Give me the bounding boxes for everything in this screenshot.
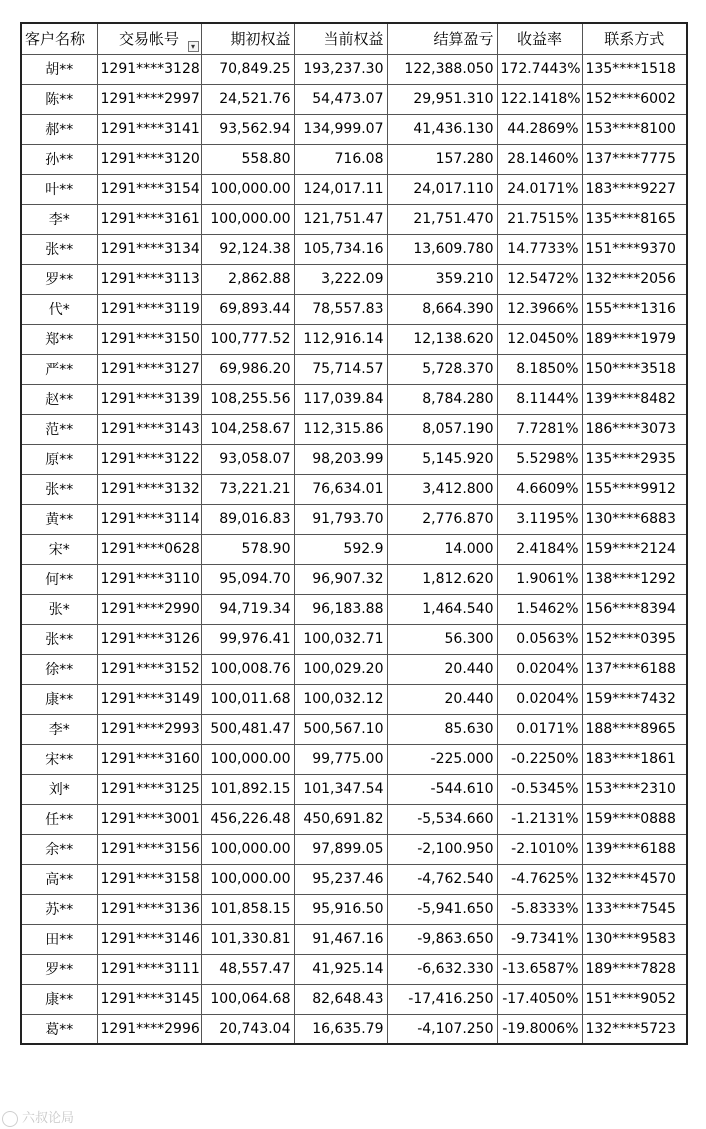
- header-opening-equity: 期初权益: [201, 23, 294, 54]
- cell-client-name: 高**: [21, 864, 97, 894]
- cell-return-rate: 172.7443%: [497, 54, 582, 84]
- cell-return-rate: 3.1195%: [497, 504, 582, 534]
- cell-account: 1291****3111: [97, 954, 201, 984]
- cell-account: 1291****3128: [97, 54, 201, 84]
- cell-client-name: 叶**: [21, 174, 97, 204]
- table-row: [21, 504, 687, 534]
- cell-settlement-pnl: 29,951.310: [387, 84, 497, 114]
- wechat-logo-icon: [2, 1111, 18, 1127]
- cell-contact: 159****2124: [582, 534, 687, 564]
- cell-return-rate: 44.2869%: [497, 114, 582, 144]
- cell-opening-equity: 101,892.15: [201, 774, 294, 804]
- cell-contact: 139****8482: [582, 384, 687, 414]
- cell-settlement-pnl: 13,609.780: [387, 234, 497, 264]
- cell-current-equity: 117,039.84: [294, 384, 387, 414]
- cell-settlement-pnl: -9,863.650: [387, 924, 497, 954]
- cell-client-name: 余**: [21, 834, 97, 864]
- cell-opening-equity: 101,330.81: [201, 924, 294, 954]
- table-row: [21, 864, 687, 894]
- cell-current-equity: 96,907.32: [294, 564, 387, 594]
- table-row: [21, 834, 687, 864]
- cell-opening-equity: 95,094.70: [201, 564, 294, 594]
- watermark: [2, 1107, 74, 1127]
- cell-opening-equity: 48,557.47: [201, 954, 294, 984]
- cell-return-rate: 24.0171%: [497, 174, 582, 204]
- cell-settlement-pnl: 24,017.110: [387, 174, 497, 204]
- cell-account: 1291****2990: [97, 594, 201, 624]
- cell-settlement-pnl: -6,632.330: [387, 954, 497, 984]
- cell-opening-equity: 92,124.38: [201, 234, 294, 264]
- cell-current-equity: 3,222.09: [294, 264, 387, 294]
- cell-opening-equity: 73,221.21: [201, 474, 294, 504]
- table-row: [21, 744, 687, 774]
- cell-current-equity: 91,793.70: [294, 504, 387, 534]
- cell-settlement-pnl: 8,664.390: [387, 294, 497, 324]
- cell-settlement-pnl: 2,776.870: [387, 504, 497, 534]
- cell-return-rate: 0.0563%: [497, 624, 582, 654]
- table-row: [21, 384, 687, 414]
- cell-client-name: 严**: [21, 354, 97, 384]
- cell-opening-equity: 69,986.20: [201, 354, 294, 384]
- table-row: [21, 234, 687, 264]
- cell-client-name: 胡**: [21, 54, 97, 84]
- table-row: [21, 444, 687, 474]
- cell-account: 1291****3001: [97, 804, 201, 834]
- cell-client-name: 苏**: [21, 894, 97, 924]
- header-contact: 联系方式: [582, 23, 687, 54]
- cell-current-equity: 100,032.12: [294, 684, 387, 714]
- table-row: [21, 774, 687, 804]
- cell-account: 1291****2996: [97, 1014, 201, 1044]
- cell-account: 1291****2997: [97, 84, 201, 114]
- cell-current-equity: 95,237.46: [294, 864, 387, 894]
- cell-return-rate: 7.7281%: [497, 414, 582, 444]
- cell-account: 1291****3154: [97, 174, 201, 204]
- cell-contact: 153****2310: [582, 774, 687, 804]
- cell-account: 1291****3161: [97, 204, 201, 234]
- cell-client-name: 黄**: [21, 504, 97, 534]
- cell-return-rate: -1.2131%: [497, 804, 582, 834]
- cell-current-equity: 75,714.57: [294, 354, 387, 384]
- cell-client-name: 李*: [21, 714, 97, 744]
- cell-opening-equity: 104,258.67: [201, 414, 294, 444]
- table-row: [21, 294, 687, 324]
- cell-current-equity: 97,899.05: [294, 834, 387, 864]
- cell-opening-equity: 100,064.68: [201, 984, 294, 1014]
- cell-current-equity: 54,473.07: [294, 84, 387, 114]
- cell-settlement-pnl: 359.210: [387, 264, 497, 294]
- cell-return-rate: 14.7733%: [497, 234, 582, 264]
- table-row: [21, 924, 687, 954]
- cell-settlement-pnl: -17,416.250: [387, 984, 497, 1014]
- cell-account: 1291****3119: [97, 294, 201, 324]
- cell-opening-equity: 93,562.94: [201, 114, 294, 144]
- cell-return-rate: 12.0450%: [497, 324, 582, 354]
- cell-opening-equity: 100,000.00: [201, 834, 294, 864]
- cell-contact: 135****1518: [582, 54, 687, 84]
- cell-contact: 130****9583: [582, 924, 687, 954]
- cell-settlement-pnl: 5,145.920: [387, 444, 497, 474]
- cell-account: 1291****3156: [97, 834, 201, 864]
- table-row: [21, 714, 687, 744]
- table-row: [21, 54, 687, 84]
- cell-client-name: 代*: [21, 294, 97, 324]
- cell-settlement-pnl: 20.440: [387, 684, 497, 714]
- cell-contact: 135****2935: [582, 444, 687, 474]
- cell-client-name: 李*: [21, 204, 97, 234]
- cell-contact: 139****6188: [582, 834, 687, 864]
- cell-client-name: 原**: [21, 444, 97, 474]
- header-settlement-pnl: 结算盈亏: [387, 23, 497, 54]
- cell-contact: 132****5723: [582, 1014, 687, 1044]
- cell-contact: 132****2056: [582, 264, 687, 294]
- cell-account: 1291****3152: [97, 654, 201, 684]
- cell-contact: 152****6002: [582, 84, 687, 114]
- cell-current-equity: 78,557.83: [294, 294, 387, 324]
- cell-return-rate: 2.4184%: [497, 534, 582, 564]
- cell-settlement-pnl: 41,436.130: [387, 114, 497, 144]
- cell-contact: 159****0888: [582, 804, 687, 834]
- cell-opening-equity: 100,000.00: [201, 174, 294, 204]
- cell-opening-equity: 456,226.48: [201, 804, 294, 834]
- cell-current-equity: 112,315.86: [294, 414, 387, 444]
- cell-settlement-pnl: 8,784.280: [387, 384, 497, 414]
- cell-return-rate: 21.7515%: [497, 204, 582, 234]
- cell-client-name: 田**: [21, 924, 97, 954]
- cell-opening-equity: 578.90: [201, 534, 294, 564]
- table-row: [21, 204, 687, 234]
- cell-account: 1291****2993: [97, 714, 201, 744]
- table-row: [21, 564, 687, 594]
- cell-settlement-pnl: -225.000: [387, 744, 497, 774]
- table-row: [21, 474, 687, 504]
- cell-return-rate: -0.5345%: [497, 774, 582, 804]
- cell-account: 1291****3126: [97, 624, 201, 654]
- cell-contact: 137****7775: [582, 144, 687, 174]
- cell-current-equity: 134,999.07: [294, 114, 387, 144]
- client-returns-table: [20, 22, 688, 1045]
- cell-opening-equity: 100,000.00: [201, 744, 294, 774]
- cell-client-name: 康**: [21, 984, 97, 1014]
- cell-settlement-pnl: 85.630: [387, 714, 497, 744]
- cell-client-name: 张**: [21, 474, 97, 504]
- cell-settlement-pnl: 3,412.800: [387, 474, 497, 504]
- cell-settlement-pnl: 14.000: [387, 534, 497, 564]
- table-row: [21, 1014, 687, 1044]
- cell-current-equity: 16,635.79: [294, 1014, 387, 1044]
- cell-settlement-pnl: 21,751.470: [387, 204, 497, 234]
- cell-opening-equity: 89,016.83: [201, 504, 294, 534]
- cell-return-rate: 4.6609%: [497, 474, 582, 504]
- table-row: [21, 414, 687, 444]
- cell-return-rate: 0.0204%: [497, 654, 582, 684]
- header-return-rate: 收益率: [497, 23, 582, 54]
- cell-client-name: 张*: [21, 594, 97, 624]
- cell-opening-equity: 108,255.56: [201, 384, 294, 414]
- cell-client-name: 任**: [21, 804, 97, 834]
- table-row: [21, 534, 687, 564]
- cell-account: 1291****3110: [97, 564, 201, 594]
- cell-current-equity: 101,347.54: [294, 774, 387, 804]
- cell-settlement-pnl: -544.610: [387, 774, 497, 804]
- cell-return-rate: 1.5462%: [497, 594, 582, 624]
- cell-client-name: 康**: [21, 684, 97, 714]
- cell-contact: 137****6188: [582, 654, 687, 684]
- cell-client-name: 孙**: [21, 144, 97, 174]
- cell-current-equity: 121,751.47: [294, 204, 387, 234]
- cell-contact: 159****7432: [582, 684, 687, 714]
- cell-settlement-pnl: 20.440: [387, 654, 497, 684]
- cell-account: 1291****3127: [97, 354, 201, 384]
- cell-opening-equity: 100,777.52: [201, 324, 294, 354]
- cell-contact: 152****0395: [582, 624, 687, 654]
- cell-opening-equity: 70,849.25: [201, 54, 294, 84]
- cell-current-equity: 98,203.99: [294, 444, 387, 474]
- cell-settlement-pnl: 5,728.370: [387, 354, 497, 384]
- cell-return-rate: 0.0204%: [497, 684, 582, 714]
- cell-opening-equity: 100,011.68: [201, 684, 294, 714]
- cell-current-equity: 500,567.10: [294, 714, 387, 744]
- cell-contact: 155****1316: [582, 294, 687, 324]
- cell-account: 1291****3149: [97, 684, 201, 714]
- cell-client-name: 徐**: [21, 654, 97, 684]
- cell-client-name: 郝**: [21, 114, 97, 144]
- cell-contact: 189****7828: [582, 954, 687, 984]
- table-row: [21, 594, 687, 624]
- cell-current-equity: 96,183.88: [294, 594, 387, 624]
- cell-return-rate: -9.7341%: [497, 924, 582, 954]
- cell-account: 1291****3114: [97, 504, 201, 534]
- cell-opening-equity: 24,521.76: [201, 84, 294, 114]
- table-row: [21, 324, 687, 354]
- cell-opening-equity: 101,858.15: [201, 894, 294, 924]
- watermark-text: 六叔论局: [22, 1111, 75, 1126]
- cell-contact: 153****8100: [582, 114, 687, 144]
- cell-client-name: 罗**: [21, 954, 97, 984]
- table-row: [21, 624, 687, 654]
- cell-return-rate: -13.6587%: [497, 954, 582, 984]
- cell-settlement-pnl: 56.300: [387, 624, 497, 654]
- cell-current-equity: 105,734.16: [294, 234, 387, 264]
- table-row: [21, 144, 687, 174]
- cell-contact: 189****1979: [582, 324, 687, 354]
- header-account: [97, 23, 201, 54]
- cell-account: 1291****3145: [97, 984, 201, 1014]
- cell-account: 1291****3141: [97, 114, 201, 144]
- cell-client-name: 葛**: [21, 1014, 97, 1044]
- cell-opening-equity: 100,000.00: [201, 204, 294, 234]
- header-row: [21, 23, 687, 54]
- cell-current-equity: 124,017.11: [294, 174, 387, 204]
- cell-client-name: 范**: [21, 414, 97, 444]
- cell-client-name: 张**: [21, 234, 97, 264]
- cell-settlement-pnl: -4,107.250: [387, 1014, 497, 1044]
- table-row: [21, 804, 687, 834]
- cell-contact: 138****1292: [582, 564, 687, 594]
- cell-account: 1291****3125: [97, 774, 201, 804]
- cell-settlement-pnl: 12,138.620: [387, 324, 497, 354]
- cell-opening-equity: 93,058.07: [201, 444, 294, 474]
- cell-return-rate: -4.7625%: [497, 864, 582, 894]
- cell-opening-equity: 69,893.44: [201, 294, 294, 324]
- cell-settlement-pnl: -2,100.950: [387, 834, 497, 864]
- table-row: [21, 84, 687, 114]
- cell-return-rate: 28.1460%: [497, 144, 582, 174]
- table-row: [21, 654, 687, 684]
- cell-current-equity: 112,916.14: [294, 324, 387, 354]
- cell-current-equity: 41,925.14: [294, 954, 387, 984]
- cell-return-rate: 12.5472%: [497, 264, 582, 294]
- cell-client-name: 陈**: [21, 84, 97, 114]
- cell-settlement-pnl: 122,388.050: [387, 54, 497, 84]
- cell-settlement-pnl: 8,057.190: [387, 414, 497, 444]
- cell-account: 1291****0628: [97, 534, 201, 564]
- cell-contact: 183****1861: [582, 744, 687, 774]
- table-row: [21, 954, 687, 984]
- table-row: [21, 894, 687, 924]
- cell-contact: 188****8965: [582, 714, 687, 744]
- cell-settlement-pnl: -4,762.540: [387, 864, 497, 894]
- cell-settlement-pnl: -5,941.650: [387, 894, 497, 924]
- cell-opening-equity: 94,719.34: [201, 594, 294, 624]
- table-row: [21, 114, 687, 144]
- cell-return-rate: -2.1010%: [497, 834, 582, 864]
- table-row: [21, 264, 687, 294]
- cell-return-rate: -17.4050%: [497, 984, 582, 1014]
- cell-settlement-pnl: -5,534.660: [387, 804, 497, 834]
- cell-contact: 132****4570: [582, 864, 687, 894]
- cell-return-rate: -19.8006%: [497, 1014, 582, 1044]
- cell-account: 1291****3158: [97, 864, 201, 894]
- cell-contact: 183****9227: [582, 174, 687, 204]
- cell-account: 1291****3146: [97, 924, 201, 954]
- cell-current-equity: 716.08: [294, 144, 387, 174]
- cell-current-equity: 99,775.00: [294, 744, 387, 774]
- cell-opening-equity: 99,976.41: [201, 624, 294, 654]
- cell-account: 1291****3113: [97, 264, 201, 294]
- cell-account: 1291****3143: [97, 414, 201, 444]
- cell-account: 1291****3136: [97, 894, 201, 924]
- cell-account: 1291****3150: [97, 324, 201, 354]
- cell-settlement-pnl: 1,812.620: [387, 564, 497, 594]
- cell-contact: 150****3518: [582, 354, 687, 384]
- cell-current-equity: 100,029.20: [294, 654, 387, 684]
- cell-opening-equity: 20,743.04: [201, 1014, 294, 1044]
- cell-contact: 155****9912: [582, 474, 687, 504]
- cell-account: 1291****3122: [97, 444, 201, 474]
- cell-contact: 186****3073: [582, 414, 687, 444]
- cell-return-rate: 8.1144%: [497, 384, 582, 414]
- cell-opening-equity: 100,008.76: [201, 654, 294, 684]
- cell-current-equity: 91,467.16: [294, 924, 387, 954]
- cell-client-name: 何**: [21, 564, 97, 594]
- cell-account: 1291****3120: [97, 144, 201, 174]
- cell-current-equity: 82,648.43: [294, 984, 387, 1014]
- cell-contact: 133****7545: [582, 894, 687, 924]
- cell-opening-equity: 500,481.47: [201, 714, 294, 744]
- table-row: [21, 684, 687, 714]
- cell-opening-equity: 100,000.00: [201, 864, 294, 894]
- cell-contact: 156****8394: [582, 594, 687, 624]
- table-row: [21, 984, 687, 1014]
- cell-return-rate: 12.3966%: [497, 294, 582, 324]
- cell-settlement-pnl: 157.280: [387, 144, 497, 174]
- cell-account: 1291****3160: [97, 744, 201, 774]
- cell-return-rate: -5.8333%: [497, 894, 582, 924]
- cell-contact: 151****9370: [582, 234, 687, 264]
- cell-current-equity: 100,032.71: [294, 624, 387, 654]
- cell-current-equity: 450,691.82: [294, 804, 387, 834]
- cell-client-name: 宋*: [21, 534, 97, 564]
- header-client-name: 客户名称: [21, 23, 97, 54]
- cell-client-name: 郑**: [21, 324, 97, 354]
- cell-client-name: 罗**: [21, 264, 97, 294]
- spreadsheet: [20, 22, 686, 1045]
- cell-settlement-pnl: 1,464.540: [387, 594, 497, 624]
- filter-dropdown-icon[interactable]: ▾: [188, 41, 199, 52]
- cell-return-rate: 5.5298%: [497, 444, 582, 474]
- cell-current-equity: 193,237.30: [294, 54, 387, 84]
- cell-return-rate: -0.2250%: [497, 744, 582, 774]
- cell-account: 1291****3132: [97, 474, 201, 504]
- header-account-label: 交易帐号: [118, 30, 179, 49]
- cell-account: 1291****3139: [97, 384, 201, 414]
- cell-contact: 135****8165: [582, 204, 687, 234]
- cell-client-name: 张**: [21, 624, 97, 654]
- header-current-equity: 当前权益: [294, 23, 387, 54]
- cell-current-equity: 76,634.01: [294, 474, 387, 504]
- cell-client-name: 宋**: [21, 744, 97, 774]
- table-row: [21, 354, 687, 384]
- cell-contact: 151****9052: [582, 984, 687, 1014]
- cell-return-rate: 0.0171%: [497, 714, 582, 744]
- cell-current-equity: 592.9: [294, 534, 387, 564]
- cell-client-name: 刘*: [21, 774, 97, 804]
- cell-opening-equity: 558.80: [201, 144, 294, 174]
- cell-opening-equity: 2,862.88: [201, 264, 294, 294]
- cell-return-rate: 1.9061%: [497, 564, 582, 594]
- cell-client-name: 赵**: [21, 384, 97, 414]
- cell-current-equity: 95,916.50: [294, 894, 387, 924]
- cell-contact: 130****6883: [582, 504, 687, 534]
- cell-return-rate: 122.1418%: [497, 84, 582, 114]
- table-row: [21, 174, 687, 204]
- cell-account: 1291****3134: [97, 234, 201, 264]
- cell-return-rate: 8.1850%: [497, 354, 582, 384]
